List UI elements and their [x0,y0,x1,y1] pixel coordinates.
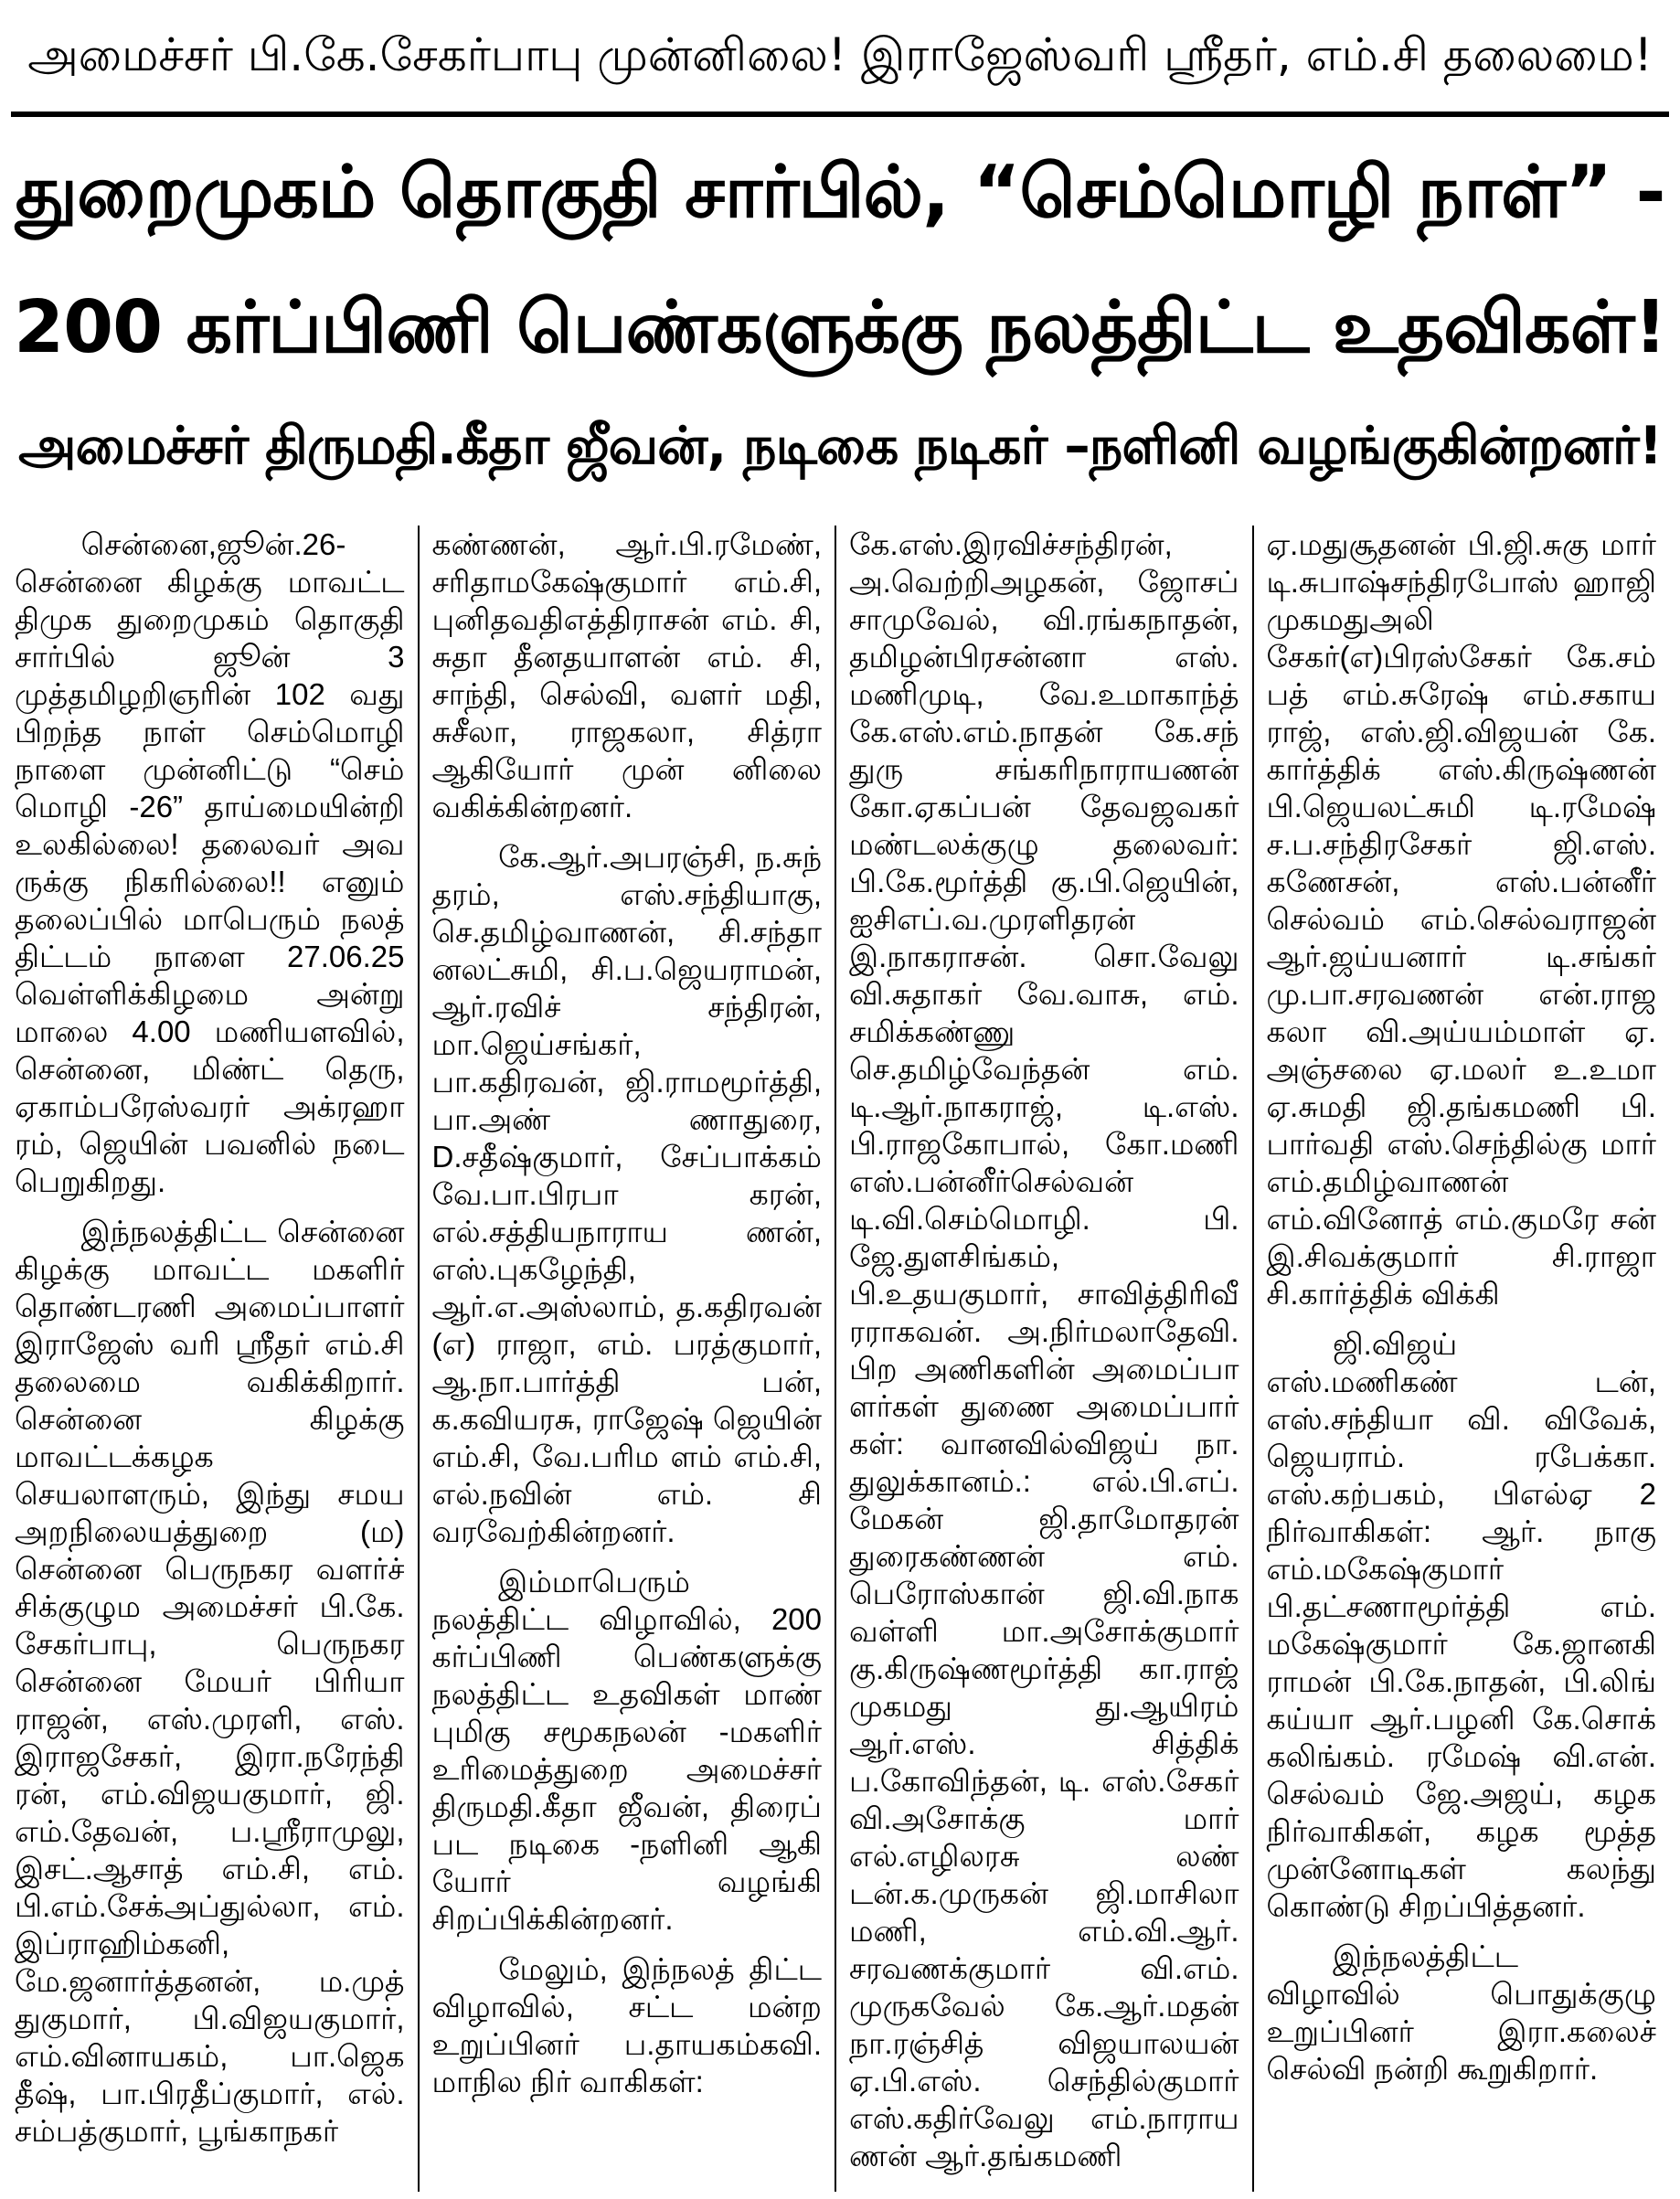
article-column-2 [418,526,835,2192]
article-paragraph: மேலும், இந்நலத் திட்ட விழாவில், சட்ட மன்ற உறுப்பினர் ப.தாயகம்கவி. மாநில நிர் வாகிகள்: [431,1952,822,2098]
headline-line-1: துறைமுகம் தொகுதி சார்பில், “செம்மொழி நாள்” - [15,150,1665,234]
article-paragraph: கே.ஆர்.அபரஞ்சி, ந.சுந் தரம், எஸ்.சந்தியாகு, செ.தமிழ்வாணன், சி.சந்தா னலட்சுமி, சி.ப.ஜெயராமன், ஆர்.ரவிச் சந்திரன், மா.ஜெய்சங்கர், பா.கதிரவன், ஜி.ராமமூர்த்தி, பா.அண் ணாதுரை, D.சதீஷ்குமார், சேப்பாக்கம் வே.பா.பிரபா கரன், எல்.சத்தியநாராய ணன், எஸ்.புகழேந்தி, ஆர்.எ.அஸ்லாம், த.கதிரவன் (எ) ராஜா, எம். பரத்குமார், ஆ.நா.பார்த்தி பன், க.கவியரசு, ராஜேஷ் ஜெயின் எம்.சி, வே.பரிம ளம் எம்.சி, எல்.நவின் எம். சி வரவேற்கின்றனர். [431,840,822,1548]
article-column-3 [835,526,1252,2192]
article-paragraph: இம்மாபெரும் நலத்திட்ட விழாவில், 200 கர்ப்பிணி பெண்களுக்கு நலத்திட்ட உதவிகள் மாண் புமிகு சமூகநலன் -மகளிர் உரிமைத்துறை அமைச்சர் திருமதி.கீதா ஜீவன், திரைப் பட நடிகை -நளினி ஆகி யோர் வழங்கி சிறப்பிக்கின்றனர். [431,1565,822,1936]
article-paragraph: கே.எஸ்.இரவிச்சந்திரன், அ.வெற்றிஅழகன், ஜோசப் சாமுவேல், வி.ரங்கநாதன், தமிழன்பிரசன்னா எஸ். மணிமுடி, வே.உமாகாந்த் கே.எஸ்.எம்.நாதன் கே.சந் துரு சங்கரிநாராயணன் கோ.ஏகப்பன் தேவஜவகர் மண்டலக்குழு தலைவர்: பி.கே.மூர்த்தி கு.பி.ஜெயின், ஐசிஎப்.வ.முரளிதரன் இ.நாகராசன். சொ.வேலு வி.சுதாகர் வே.வாசு, எம். சமிக்கண்ணு செ.தமிழ்வேந்தன் எம். டி.ஆர்.நாகராஜ், டி.எஸ். பி.ராஜகோபால், கோ.மணி எஸ்.பன்னீர்செல்வன் டி.வி.செம்மொழி. பி. ஜே.துளசிங்கம், பி.உதயகுமார், சாவித்திரிவீ ரராகவன். அ.நிர்மலாதேவி. பிற அணிகளின் அமைப்பா ளர்கள் துணை அமைப்பார் கள்: வானவில்விஜய் நா. துலுக்கானம்.: எல்.பி.எப். மேகன் ஜி.தாமோதரன் துரைகண்ணன் எம். பெரோஸ்கான் ஜி.வி.நாக வள்ளி மா.அசோக்குமார் கு.கிருஷ்ணமூர்த்தி கா.ராஜ் முகமது து.ஆயிரம் ஆர்.எஸ். சித்திக் ப.கோவிந்தன், டி. எஸ்.சேகர் வி.அசோக்கு மார் எல்.எழிலரசு லண் டன்.க.முருகன் ஜி.மாசிலா மணி, எம்.வி.ஆர். சரவணக்குமார் வி.எம். முருகவேல் கே.ஆர்.மதன் நா.ரஞ்சித் விஜயாலயன் ஏ.பி.எஸ். செந்தில்குமார் எஸ்.கதிர்வேலு எம்.நாராய ணன் ஆர்.தங்கமணி [849,527,1239,2172]
article-paragraph: ஜி.விஜய் எஸ்.மணிகண் டன், எஸ்.சந்தியா வி. விவேக், ஜெயராம். ரபேக்கா. எஸ்.கற்பகம், பிஎல்ஏ 2 நிர்வாகிகள்: ஆர். நாகு எம்.மகேஷ்குமார் பி.தட்சணாமூர்த்தி எம். மகேஷ்குமார் கே.ஜானகி ராமன் பி.கே.நாதன், பி.லிங் கய்யா ஆர்.பழனி கே.சொக் கலிங்கம். ரமேஷ் வி.என். செல்வம் ஜே.அஜய், கழக நிர்வாகிகள், கழக மூத்த முன்னோடிகள் கலந்து கொண்டு சிறப்பித்தனர். [1266,1327,1656,1923]
article-paragraph: சென்னை,ஜூன்.26- சென்னை கிழக்கு மாவட்ட திமுக துறைமுகம் தொகுதி சார்பில் ஜூன் 3 முத்தமிழறிஞரின் 102 வது பிறந்த நாள் செம்மொழி நாளை முன்னிட்டு “செம் மொழி -26” தாய்மையின்றி உலகில்லை! தலைவர் அவ ருக்கு நிகரில்லை!! எனும் தலைப்பில் மாபெரும் நலத் திட்டம் நாளை 27.06.25 வெள்ளிக்கிழமை அன்று மாலை 4.00 மணியளவில், சென்னை, மிண்ட் தெரு, ஏகாம்பரேஸ்வரர் அக்ரஹா ரம், ஜெயின் பவனில் நடை பெறுகிறது. [15,527,405,1198]
article-column-1 [11,526,418,2192]
article-column-4 [1252,526,1670,2192]
article-columns [11,526,1669,2192]
article-paragraph: கண்ணன், ஆர்.பி.ரமேண், சரிதாமகேஷ்குமார் எம்.சி, புனிதவதிஎத்திராசன் எம். சி, சுதா தீனதயாளன் எம். சி, சாந்தி, செல்வி, வளர் மதி, சுசீலா, ராஜகலா, சித்ரா ஆகியோர் முன் னிலை வகிக்கின்றனர். [431,527,822,823]
headline-line-2: 200 கர்ப்பிணி பெண்களுக்கு நலத்திட்ட உதவிகள்! [14,285,1666,369]
article-paragraph: இந்நலத்திட்ட விழாவில் பொதுக்குழு உறுப்பினர் இரா.கலைச் செல்வி நன்றி கூறுகிறார். [1266,1939,1656,2086]
article-paragraph: இந்நலத்திட்ட சென்னை கிழக்கு மாவட்ட மகளிர் தொண்டரணி அமைப்பாளர் இராஜேஸ் வரி ஸ்ரீதர் எம்.சி தலைமை வகிக்கிறார். சென்னை கிழக்கு மாவட்டக்கழக செயலாளரும், இந்து சமய அறநிலையத்துறை (ம) சென்னை பெருநகர வளர்ச் சிக்குழும அமைச்சர் பி.கே. சேகர்பாபு, பெருநகர சென்னை மேயர் பிரியா ராஜன், எஸ்.முரளி, எஸ். இராஜசேகர், இரா.நரேந்தி ரன், எம்.விஜயகுமார், ஜி. எம்.தேவன், ப.ஸ்ரீராமுலு, இசட்.ஆசாத் எம்.சி, எம். பி.எம்.சேக்அப்துல்லா, எம். இப்ராஹிம்கனி, மே.ஜனார்த்தனன், ம.முத் துகுமார், பி.விஜயகுமார், எம்.வினாயகம், பா.ஜெக தீஷ், பா.பிரதீப்குமார், எல். சம்பத்குமார், பூங்காநகர் [15,1215,405,2148]
subheadline: அமைச்சர் திருமதி.கீதா ஜீவன், நடிகை நடிகர் –நளினி வழங்குகின்றனர்! [18,416,1662,476]
kicker-line: அமைச்சர் பி.கே.சேகர்பாபு முன்னிலை! இராஜேஸ்வரி ஸ்ரீதர், எம்.சி தலைமை! [11,4,1669,117]
article-paragraph: ஏ.மதுசூதனன் பி.ஜி.சுகு மார் டி.சுபாஷ்சந்திரபோஸ் ஹாஜி முகமதுஅலி சேகர்(எ)பிரஸ்சேகர் கே.சம் பத் எம்.சுரேஷ் எம்.சகாய ராஜ், எஸ்.ஜி.விஜயன் கே. கார்த்திக் எஸ்.கிருஷ்ணன் பி.ஜெயலட்சுமி டி.ரமேஷ் ச.ப.சந்திரசேகர் ஜி.எஸ். கணேசன், எஸ்.பன்னீர் செல்வம் எம்.செல்வராஜன் ஆர்.ஜய்யனார் டி.சங்கர் மு.பா.சரவணன் என்.ராஜ கலா வி.அய்யம்மாள் ஏ. அஞ்சலை ஏ.மலர் உ.உமா ஏ.சுமதி ஜி.தங்கமணி பி. பார்வதி எஸ்.செந்தில்கு மார் எம்.தமிழ்வாணன் எம்.வினோத் எம்.குமரே சன் இ.சிவக்குமார் சி.ராஜா சி.கார்த்திக் விக்கி [1266,527,1656,1311]
